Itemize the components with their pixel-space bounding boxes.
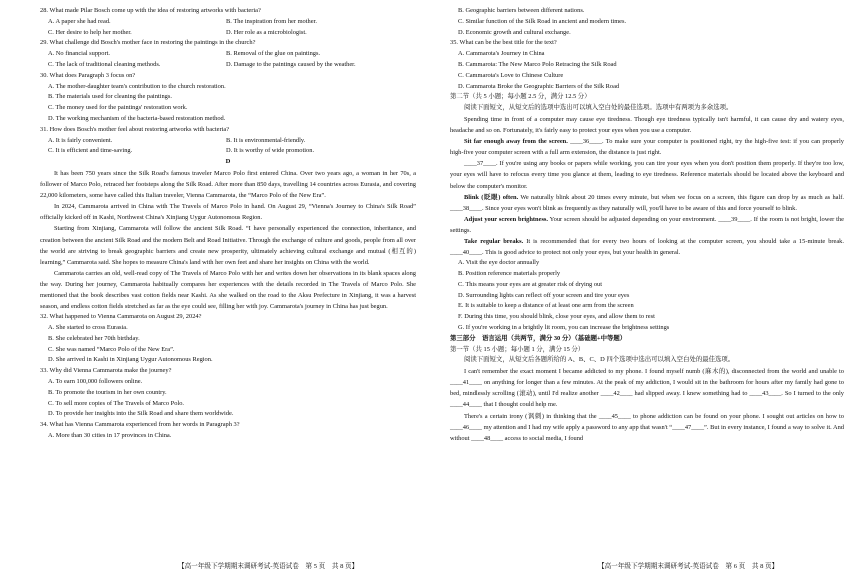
question-30: 30. What does Paragraph 3 focus on? bbox=[40, 71, 136, 79]
passage-paragraph: It has been 750 years since the Silk Road's famous traveler Marco Polo first entered China. Over two years ago, a woman in her 70s, a follower of Marco Polo, retraced her footsteps along the Silk Road. After more than 850 days, travelling 14 countries across Eurasia, and covering 22,000 kilometers, some have called this Italian traveler, Vienna Cammarota, the “Marco Polo of the New Era”. bbox=[40, 169, 416, 200]
cloze-paragraph: There's a certain irony (讽刺) in thinking that the ____45____ to phone addiction can be found on your phone. I sought out articles on how to ____46____ my attention and I had my wife apply a password to any app that wasn't “____47____”. But in every instance, I found a way to solve it. And without ____48____ access to social media, I found bbox=[450, 412, 844, 442]
choice-option: A. Visit the eye doctor annually bbox=[458, 259, 540, 267]
option-d: D. Cammarota Broke the Geographic Barriers of the Silk Road bbox=[458, 82, 620, 90]
question-32: 32. What happened to Vienna Cammarota on August 29, 2024? bbox=[40, 313, 202, 321]
choice-option: C. This means your eyes are at greater risk of drying out bbox=[458, 280, 602, 288]
question-35: 35. What can be the best title for the text? bbox=[450, 39, 557, 47]
option-a: A. A paper she had read. bbox=[48, 17, 111, 25]
option-c: C. She was named “Marco Polo of the New Era”. bbox=[48, 345, 175, 353]
page-footer: 【高一年级下学期期末调研考试-英语试卷 第 5 页 共 8 页】 bbox=[178, 563, 359, 570]
option-b: B. It is environmental-friendly. bbox=[226, 136, 306, 144]
seven-choice-paragraph: Blink (眨眼) often. We naturally blink about 20 times every minute, but when we focus on a screen, this figure can drop by as much as half. ____38____. Since your eyes won't blink as frequently as they naturally will, you'll have to be aware of this and force yourself to blink. bbox=[450, 193, 844, 212]
section-1-instructions: 阅读下面短文，从短文后各题所给的 A、B、C、D 四个选项中选出可以填入空白处的最佳选项。 bbox=[464, 356, 735, 364]
option-a: A. No financial support. bbox=[48, 50, 110, 58]
option-b: B. The materials used for cleaning the paintings. bbox=[48, 93, 172, 101]
q28-options-row2 bbox=[40, 28, 416, 39]
option-a: A. She started to cross Eurasia. bbox=[48, 323, 128, 331]
option-a: A. The mother-daughter team's contribution to the church restoration. bbox=[48, 82, 226, 90]
option-b: B. Removal of the glue on paintings. bbox=[226, 50, 321, 58]
subheading: Take regular breaks. bbox=[464, 238, 524, 245]
option-a: A. It is fairly convenient. bbox=[48, 136, 113, 144]
part-3-title: 第三部分 语言运用（共两节，满分 30 分）（基础题+中等题） bbox=[450, 334, 627, 342]
option-b: B. She celebrated her 70th birthday. bbox=[48, 334, 140, 342]
q29-options-row1 bbox=[40, 49, 416, 60]
section-2-title: 第二节（共 5 小题；每小题 2.5 分，满分 12.5 分） bbox=[450, 93, 591, 101]
choice-option: E. It is suitable to keep a distance of at least one arm from the screen bbox=[458, 302, 634, 310]
option-b: B. Geographic barriers between different nations. bbox=[458, 7, 585, 14]
question-34: 34. What has Vienna Cammarota experienced from her words in Paragraph 3? bbox=[40, 421, 240, 429]
option-c: C. Cammarota's Love to Chinese Culture bbox=[458, 71, 564, 79]
blank-36: ____36____. bbox=[567, 138, 606, 146]
question-28: 28. What made Pilar Bosch come up with the idea of restoring artworks with bacteria? bbox=[40, 7, 261, 14]
option-d: D. She arrived in Kashi in Xinjiang Uygur Autonomous Region. bbox=[48, 356, 213, 364]
choice-option: D. Surrounding lights can reflect off your screen and tire your eyes bbox=[458, 291, 630, 299]
option-a: A. To earn 100,000 followers online. bbox=[48, 377, 143, 385]
option-c: C. Her desire to help her mother. bbox=[48, 28, 132, 36]
passage-paragraph: Cammarota carries an old, well-read copy of The Travels of Marco Polo with her and writes down her observations in its blank spaces along the way. During her journey, Cammarota habitually compares her experiences with the details recorded in The Travels of Marco Polo. She mentioned that the book describes vast cotton fields near Kashi. As she walked on the road to the Aksu Prefecture in Xinjiang, it was a harvest season, and endless cotton fields stretched as far as the eye could see, filling her with joy. Cammarota's journey in China has just begun. bbox=[40, 269, 416, 311]
option-d: D. Damage to the paintings caused by the weather. bbox=[226, 60, 356, 68]
section-1-title: 第一节（共 15 小题；每小题 1 分，满分 15 分） bbox=[450, 345, 585, 353]
question-33: 33. Why did Vienna Cammarota make the journey? bbox=[40, 367, 172, 375]
option-c: C. Similar function of the Silk Road in ancient and modern times. bbox=[458, 17, 627, 25]
option-d: D. It is worthy of wide promotion. bbox=[226, 147, 315, 155]
option-d: D. Her role as a microbiologist. bbox=[226, 28, 307, 36]
passage-label: D bbox=[225, 158, 231, 166]
option-d: D. Economic growth and cultural exchange. bbox=[458, 28, 571, 36]
option-d: D. To provide her insights into the Silk Road and share them worldwide. bbox=[48, 410, 234, 418]
subheading: Sit far enough away from the screen. bbox=[464, 138, 568, 146]
option-c: C. The money used for the paintings' restoration work. bbox=[48, 104, 188, 112]
cloze-paragraph: I can't remember the exact moment I became addicted to my phone. I found myself numb (麻木的), disconnected from the world and unable to ____41____ on anything for longer than a few minutes. At the peak of my addiction, I would sit in the bathroom for hours after my family had gone to bed, mindlessly scrolling (滚动), until I'd realize another ____42____ had slipped away. I knew something had to ____43____. So I turned to the only ____44____ that I thought could help me. bbox=[450, 368, 844, 409]
choice-option: F. During this time, you should blink, close your eyes, and allow them to rest bbox=[458, 313, 655, 321]
option-a: A. Cammarota's Journey in China bbox=[458, 50, 545, 58]
question-31: 31. How does Bosch's mother feel about restoring artworks with bacteria? bbox=[40, 125, 230, 133]
page-6 bbox=[430, 0, 860, 575]
choice-option: G. If you're working in a brightly lit room, you can increase the brightness settings bbox=[458, 323, 670, 331]
section-2-instructions: 阅读下面短文，从短文后的选项中选出可以填入空白处的最佳选项。选项中有两项为多余选项。 bbox=[464, 104, 733, 112]
page-footer: 【高一年级下学期期末调研考试-英语试卷 第 6 页 共 8 页】 bbox=[598, 563, 779, 570]
question-29: 29. What challenge did Bosch's mother face in restoring the paintings in the church? bbox=[40, 39, 256, 47]
q28-options-row1 bbox=[40, 17, 416, 28]
seven-choice-paragraph: Spending time in front of a computer may cause eye tiredness. Though eye tiredness typically isn't harmful, it can cause dry and watery eyes, headache and so on. Fortunately, it's fairly easy to protect your eyes when you use a computer. bbox=[450, 115, 844, 135]
q29-options-row2 bbox=[40, 60, 416, 71]
option-c: C. It is efficient and time-saving. bbox=[48, 147, 133, 155]
option-c: C. To sell more copies of The Travels of Marco Polo. bbox=[48, 399, 184, 407]
option-a: A. More than 30 cities in 17 provinces in China. bbox=[48, 431, 172, 439]
subheading: Adjust your screen brightness. bbox=[464, 215, 549, 223]
option-d: D. The working mechanism of the bacteria-based restoration method. bbox=[48, 114, 226, 122]
passage-paragraph: In 2024, Cammarota arrived in China with The Travels of Marco Polo in hand. On August 29, “Vienna's Journey to China's Silk Road” officially kicked off in Kashi, Northwest China's Xinjiang Uygur Autonomous Region. bbox=[40, 203, 416, 222]
seven-choice-paragraph: ____37____. If you're using any books or papers while working, you can tire your eyes when you don't position them properly. If they're too low, your eyes will have to refocus every time you glance at them, leading to eye tiredness. Reference materials should be located above the keyboard and below the computer's monitor. bbox=[450, 160, 844, 190]
option-b: B. Cammarota: The New Marco Polo Retracing the Silk Road bbox=[458, 60, 617, 68]
option-b: B. The inspiration from her mother. bbox=[226, 17, 317, 25]
seven-choice-paragraph: Sit far enough away from the screen. ____36____. To make sure your computer is positioned right, try the high-five test: if you can properly high-five your computer screen with a full arm extension, the distance is just right. bbox=[450, 138, 844, 157]
option-b: B. To promote the tourism in her own country. bbox=[48, 388, 167, 396]
seven-choice-paragraph: Adjust your screen brightness. Your screen should be adjusted depending on your environment. ____39____. If the room is not bright, lower the settings. bbox=[450, 215, 844, 234]
q31-options-row2 bbox=[40, 146, 416, 157]
q31-options-row1 bbox=[40, 136, 416, 147]
option-c: C. The lack of traditional cleaning methods. bbox=[48, 60, 161, 68]
subheading: Blink (眨眼) often. bbox=[464, 193, 519, 201]
seven-choice-paragraph: Take regular breaks. It is recommended that for every two hours of looking at the computer screen, you should take a 15-minute break. ____40____. This is good advice to protect not only your eyes, but your health in general. bbox=[450, 238, 844, 257]
choice-option: B. Position reference materials properly bbox=[458, 269, 561, 277]
passage-paragraph: Starting from Xinjiang, Cammarota will follow the ancient Silk Road. “I have personally experienced the connection, inheritance, and creation between the ancient Silk Road and the modern Belt and Road Initiative. Through the exchange of culture and goods, people from all over the world are striving to break geographic barriers and create new prosperity, ultimately achieving cultural exchange and mutual (相互的) learning,” Cammarota said. She hopes to measure China's land with her own feet and share her insights on China with the world. bbox=[40, 225, 416, 266]
